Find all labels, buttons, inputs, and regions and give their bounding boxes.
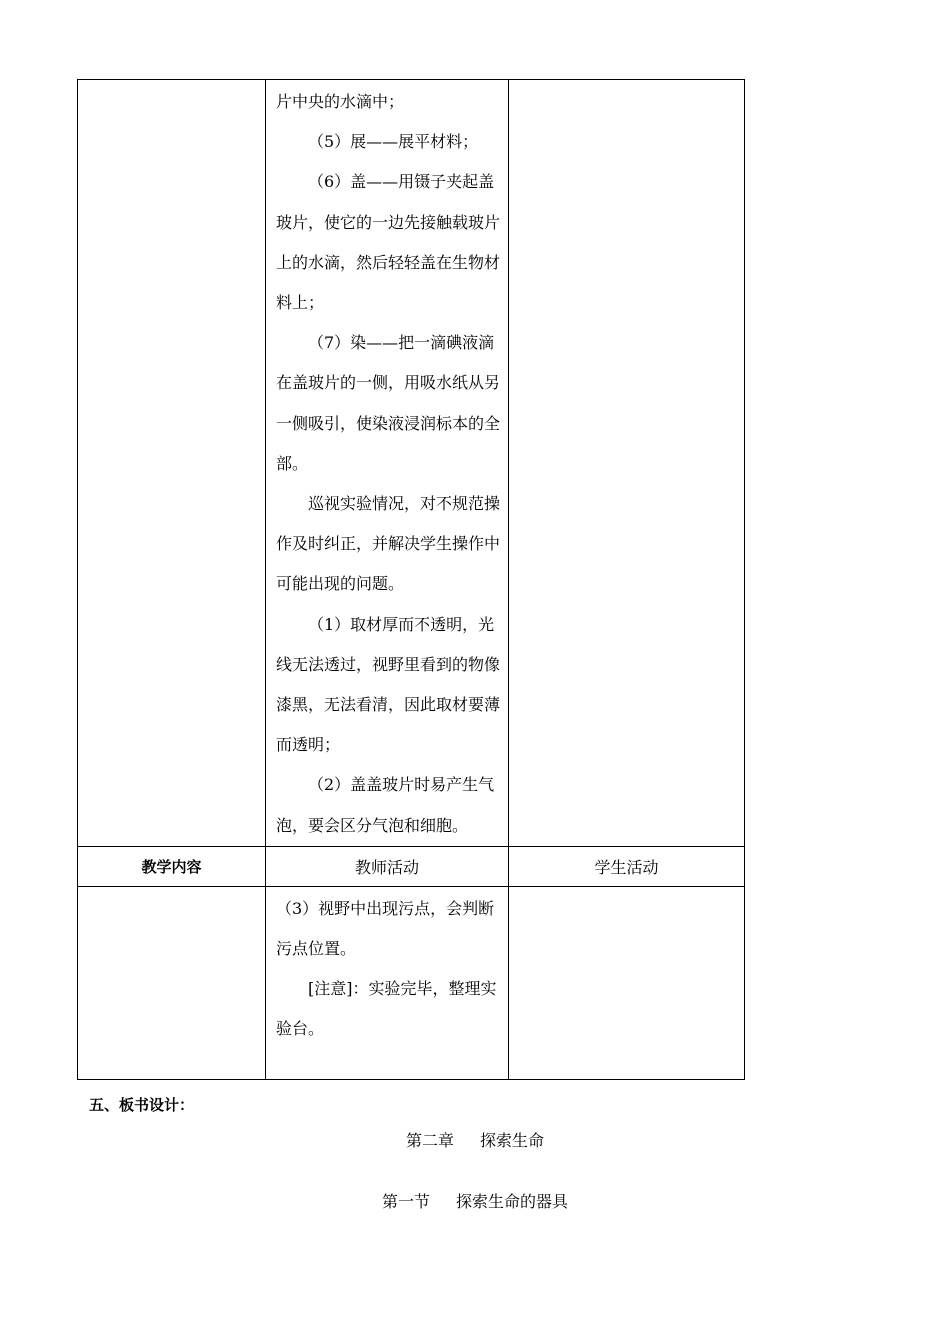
header-content: 教学内容 [78, 846, 266, 886]
board-section-line [0, 1189, 950, 1212]
section-title: 探索生命的器具 [456, 1192, 569, 1211]
lesson-plan-table [77, 79, 745, 1080]
teacher-line: 巡视实验情况，对不规范操作及时纠正，并解决学生操作中可能出现的问题。 [276, 494, 501, 594]
header-teacher: 教师活动 [266, 846, 509, 886]
chapter-number: 第二章 [405, 1131, 454, 1150]
teacher-line: 片中央的水滴中； [276, 92, 405, 111]
table-header-row [78, 846, 745, 886]
teacher-line: （2）盖盖玻片时易产生气泡，要会区分气泡和细胞。 [276, 775, 495, 835]
content-cell [78, 886, 266, 1079]
board-chapter-line [0, 1128, 950, 1151]
section-heading: 五、板书设计： [89, 1096, 195, 1114]
content-cell [78, 80, 266, 847]
table-row [78, 886, 745, 1079]
section-number: 第一节 [381, 1192, 430, 1211]
teacher-activity-cell [266, 80, 509, 847]
teacher-line: （6）盖——用镊子夹起盖玻片，使它的一边先接触载玻片上的水滴，然后轻轻盖在生物材料上； [276, 172, 501, 313]
teacher-line: （3）视野中出现污点，会判断污点位置。 [276, 898, 495, 959]
chapter-title: 探索生命 [480, 1131, 545, 1150]
student-activity-cell [509, 80, 745, 847]
student-activity-cell [509, 886, 745, 1079]
teacher-activity-cell [266, 886, 509, 1079]
header-student: 学生活动 [509, 846, 745, 886]
teacher-line: （5）展——展平材料； [308, 132, 479, 152]
teacher-line: [注意]：实验完毕，整理实验台。 [276, 979, 497, 1039]
teacher-line: （1）取材厚而不透明，光线无法透过，视野里看到的物像漆黑，无法看清，因此取材要薄而透明； [276, 614, 501, 755]
teacher-line: （7）染——把一滴碘液滴在盖玻片的一侧，用吸水纸从另一侧吸引，使染液浸润标本的全部。 [276, 333, 501, 473]
table-row [78, 80, 745, 847]
